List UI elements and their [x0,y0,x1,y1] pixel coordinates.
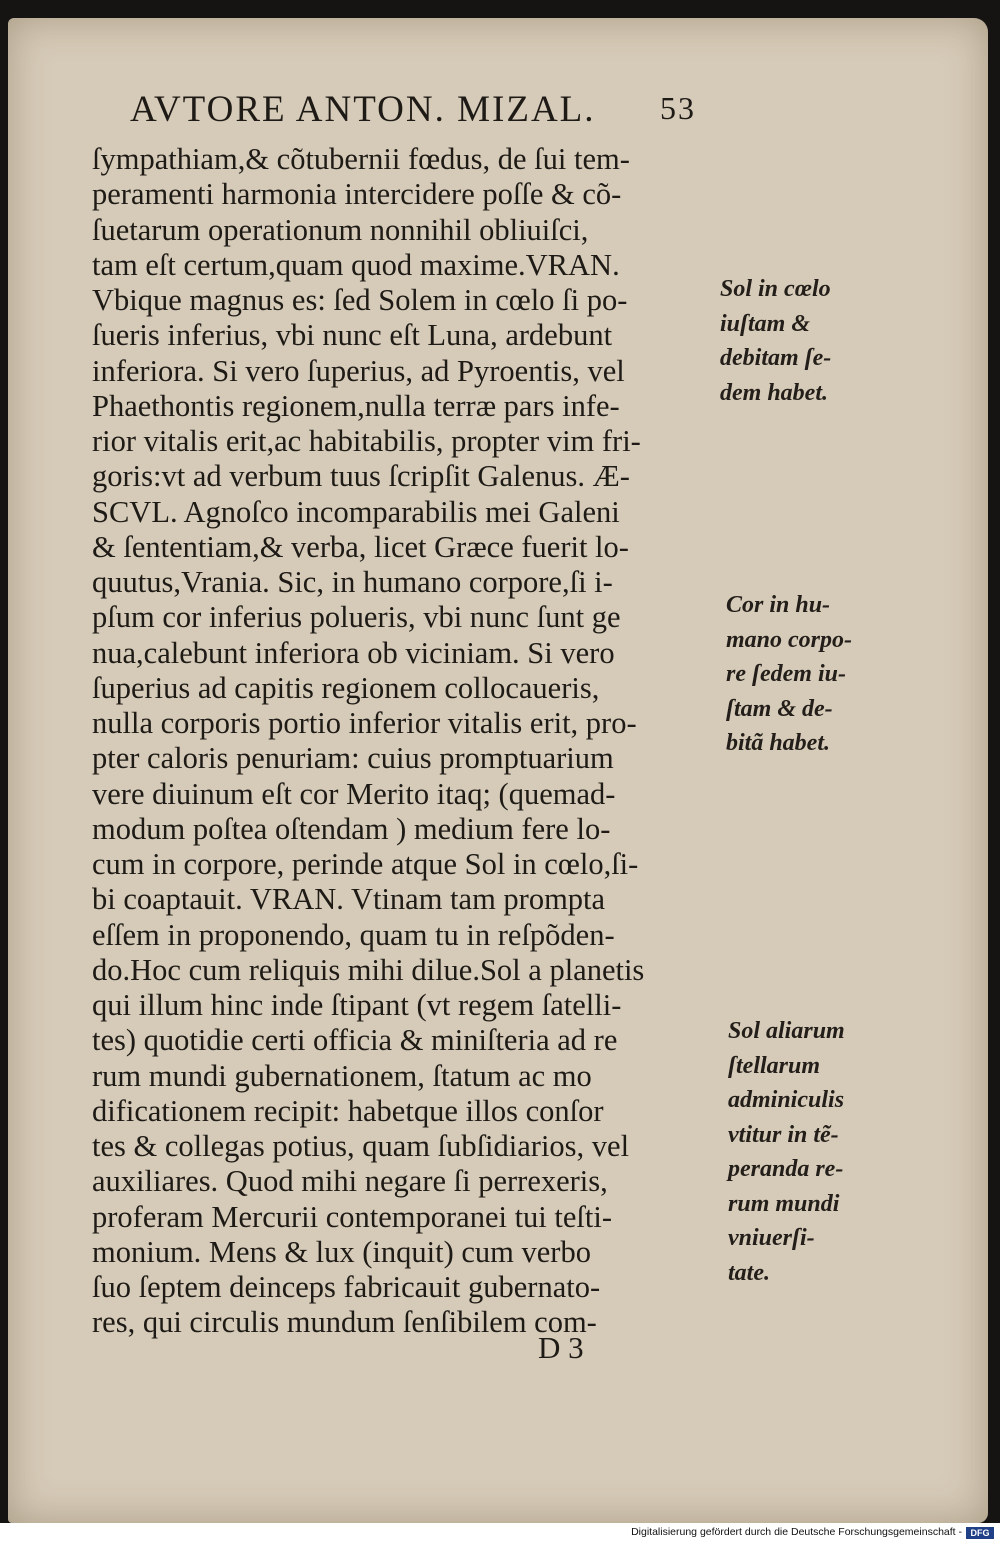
text-line: res, qui circulis mundum ſenſibilem com- [92,1305,597,1340]
margin-note-line: tate. [728,1259,770,1286]
text-line: vere diuinum eſt cor Merito itaq; (quemad- [92,776,616,811]
margin-note-line: rum mundi [728,1190,840,1217]
margin-note-line: mano corpo- [726,626,852,653]
text-line: do.Hoc cum reliquis mihi dilue.Sol a planetis [92,952,645,987]
main-text-block [92,142,732,1341]
text-line: inferiora. Si vero ſuperius, ad Pyroentis, vel [92,353,625,388]
text-line: & ſententiam,& verba, licet Græce fuerit lo- [92,529,629,564]
text-line: nulla corporis portio inferior vitalis erit, pro- [92,706,637,740]
margin-note-line: vniuerſi- [728,1225,815,1251]
text-line: auxiliares. Quod mihi negare ſi perrexeris, [92,1164,608,1199]
page-number: 53 [660,90,696,126]
dfg-logo: DFG [966,1527,994,1539]
text-line: bi coaptauit. VRAN. Vtinam tam prompta [92,882,606,917]
text-line: tam eſt certum,quam quod maxime.VRAN. [92,247,620,282]
margin-note-line: adminiculis [728,1087,845,1113]
text-line: pter caloris penuriam: cuius promptuarium [92,741,614,776]
margin-note-line: debitam ſe- [720,345,832,371]
margin-note-line: Cor in hu- [726,592,831,618]
text-line: ſympathiam,& cõtubernii fœdus, de ſui tem- [92,142,630,176]
text-line: rum mundi gubernationem, ſtatum ac mo [92,1058,592,1093]
margin-note-line: ſtam & de- [726,695,833,722]
funding-credit: Digitalisierung gefördert durch die Deutsche Forschungsgemeinschaft - [631,1526,962,1538]
running-title: AVTORE ANTON. MIZAL. [130,89,596,130]
margin-note-line: dem habet. [720,379,828,406]
text-line: nua,calebunt inferiora ob viciniam. Si vero [92,635,615,670]
margin-note-sol-aliarum [728,1014,845,1290]
text-line: rior vitalis erit,ac habitabilis, propter vim fri- [92,424,641,458]
text-line: Vbique magnus es: ſed Solem in cœlo ſi po- [92,283,628,317]
text-line: tes & collegas potius, quam ſubſidiarios, vel [92,1129,630,1163]
margin-note-line: Sol aliarum [728,1018,845,1044]
text-line: proferam Mercurii contemporanei tui teſti- [92,1199,612,1234]
signature-mark: D 3 [538,1330,584,1365]
margin-note-line: vtitur in tẽ- [728,1121,839,1148]
text-line: tes) quotidie certi officia & miniſteria ad re [92,1023,618,1058]
text-line: ſueris inferius, vbi nunc eſt Luna, ardebunt [92,318,613,353]
margin-note-line: ſtellarum [728,1052,821,1079]
text-line: monium. Mens & lux (inquit) cum verbo [92,1234,591,1269]
text-line: goris:vt ad verbum tuus ſcripſit Galenus. Æ- [92,459,630,494]
margin-note-line: bitã habet. [726,730,831,756]
text-line: ſuperius ad capitis regionem collocaueris, [92,670,600,705]
text-line: ſuetarum operationum nonnihil obliuiſci, [92,212,589,247]
margin-note-line: Sol in cœlo [720,276,831,302]
text-line: qui illum hinc inde ſtipant (vt regem ſatelli- [92,988,622,1022]
text-line: quutus,Vrania. Sic, in humano corpore,ſi i- [92,565,613,599]
text-line: ſuo ſeptem deinceps fabricauit gubernato- [92,1270,601,1304]
text-line: pſum cor inferius polueris, vbi nunc ſunt ge [92,600,621,635]
running-header [130,88,730,138]
text-line: cum in corpore, perinde atque Sol in cœlo,ſi- [92,847,639,881]
text-line: SCVL. Agnoſco incomparabilis mei Galeni [92,494,620,529]
book-page [8,18,988,1523]
margin-note-cor-in-humano [726,588,852,761]
margin-note-line: iuſtam & [720,310,811,337]
text-line: dificationem recipit: habetque illos conſor [92,1093,604,1128]
margin-note-line: peranda re- [728,1156,844,1182]
footer-bar [0,1523,1000,1543]
text-line: modum poſtea oſtendam ) medium fere lo- [92,811,611,846]
margin-note-line: re ſedem iu- [726,661,846,687]
text-line: eſſem in proponendo, quam tu in reſpõden- [92,917,615,952]
text-line: peramenti harmonia intercidere poſſe & cõ- [92,177,622,212]
text-line: Phaethontis regionem,nulla terræ pars infe- [92,388,620,423]
margin-note-sol-in-coelo [720,272,831,410]
